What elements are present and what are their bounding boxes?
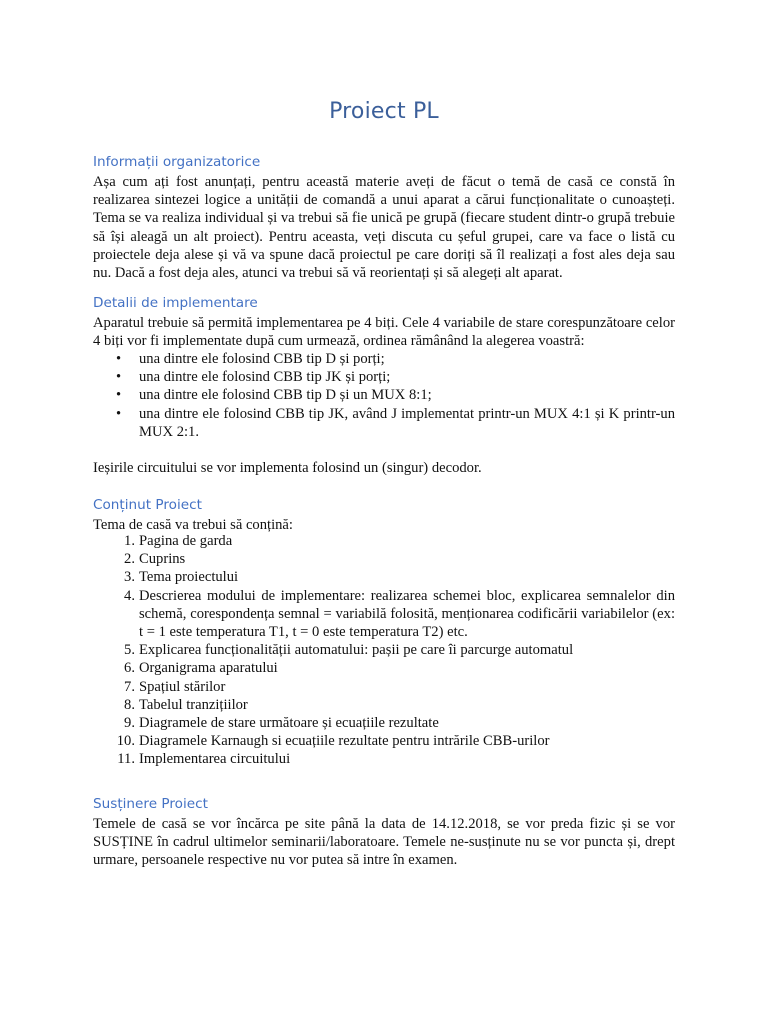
section-paragraph-detalii: Aparatul trebuie să permită implementarea pe 4 biți. Cele 4 variabile de stare corespunzătoare celor 4 biți vor fi implementate după cum urmează, ordinea rămânând la alegerea voastră: bbox=[93, 315, 675, 350]
list-item-number: 11. bbox=[117, 751, 135, 768]
list-item bbox=[93, 405, 675, 441]
section-paragraph-sustinere: Temele de casă se vor încărca pe site până la data de 14.12.2018, se vor preda fizic și se vor SUSȚINE în cadrul ultimelor seminarii/laboratoare. Temele ne-susținute nu se vor puncta și, drept urmare, persoanele respective nu vor putea să intre în examen. bbox=[93, 816, 675, 869]
document-title: Proiect PL bbox=[329, 99, 439, 124]
list-item-number: 6. bbox=[124, 660, 135, 677]
section-heading-sustinere: Susținere Proiect bbox=[93, 796, 208, 812]
list-item-text: Cuprins bbox=[139, 551, 186, 568]
list-item-text: una dintre ele folosind CBB tip D și un MUX 8:1; bbox=[139, 387, 432, 404]
list-item-text: Diagramele Karnaugh si ecuațiile rezultate pentru intrările CBB-urilor bbox=[139, 733, 550, 750]
list-item-number: 4. bbox=[124, 587, 135, 604]
list-item-text: Organigrama aparatului bbox=[139, 660, 278, 677]
list-item-number: 5. bbox=[124, 642, 135, 659]
list-item-number: 7. bbox=[124, 678, 135, 695]
list-item-text: Pagina de garda bbox=[139, 533, 233, 549]
list-item bbox=[93, 750, 675, 768]
list-item-number: 1. bbox=[124, 533, 135, 549]
list-item bbox=[93, 550, 675, 568]
content-intro: Tema de casă va trebui să conțină: bbox=[93, 517, 293, 533]
list-item bbox=[93, 532, 675, 550]
list-item bbox=[93, 714, 675, 732]
list-item bbox=[93, 732, 675, 750]
list-item-text: Spațiul stărilor bbox=[139, 678, 226, 695]
list-item-text: Tabelul tranzițiilor bbox=[139, 696, 248, 713]
list-item-number: 3. bbox=[124, 569, 135, 586]
list-item-text: una dintre ele folosind CBB tip JK, având J implementat printr-un MUX 4:1 și K printr-un MUX 2:1. bbox=[139, 405, 675, 440]
list-item-text: Implementarea circuitului bbox=[139, 751, 291, 768]
list-item bbox=[93, 368, 675, 386]
list-item-text: Tema proiectului bbox=[139, 569, 239, 586]
content-numbered-list bbox=[93, 532, 675, 769]
list-item-number: 9. bbox=[124, 715, 135, 732]
list-item-text: una dintre ele folosind CBB tip D și porți; bbox=[139, 351, 385, 367]
section-heading-informatii: Informații organizatorice bbox=[93, 154, 261, 170]
bullet-icon: • bbox=[116, 405, 122, 422]
outputs-paragraph: Ieșirile circuitului se vor implementa folosind un (singur) decodor. bbox=[93, 460, 482, 476]
section-paragraph-informatii: Așa cum ați fost anunțați, pentru această materie aveți de făcut o temă de casă ce constă în realizarea sintezei logice a unității de comandă a unui aparat a cărui funcționalitate o cunoașteți. Tema se va realiza individual și va trebui să fie unică pe grupă (fiecare student dintr-o grupă trebuie să își aleagă un alt proiect). Pentru aceasta, veți discuta cu șeful grupei, care va face o listă cu proiectele deja alese și vă va spune dacă proiectul pe care doriți să îl realizați a fost ales deja sau nu. Dacă a fost deja ales, atunci va trebui să vă reorientați și să alegeți alt aparat. bbox=[93, 174, 675, 282]
bullet-icon: • bbox=[116, 369, 122, 386]
bullet-icon: • bbox=[116, 387, 122, 404]
list-item bbox=[93, 568, 675, 586]
list-item bbox=[93, 386, 675, 404]
section-heading-detalii: Detalii de implementare bbox=[93, 295, 258, 311]
list-item-number: 2. bbox=[124, 551, 135, 568]
list-item bbox=[93, 350, 675, 368]
list-item-text: una dintre ele folosind CBB tip JK și porți; bbox=[139, 369, 391, 386]
list-item bbox=[93, 696, 675, 714]
list-item-text: Explicarea funcționalității automatului: pașii pe care îi parcurge automatul bbox=[139, 642, 574, 659]
list-item-number: 8. bbox=[124, 696, 135, 713]
list-item bbox=[93, 587, 675, 642]
list-item bbox=[93, 678, 675, 696]
list-item bbox=[93, 641, 675, 659]
list-item-text: Descrierea modului de implementare: realizarea schemei bloc, explicarea semnalelor din schemă, corespondența semnal = variabilă folosită, menționarea codificării variabilelor (ex: t = 1 este temperatura T1, t = 0 este temperatura T2) etc. bbox=[139, 587, 675, 641]
list-item-text: Diagramele de stare următoare și ecuațiile rezultate bbox=[139, 715, 439, 732]
implementation-bullet-list bbox=[93, 350, 675, 441]
section-heading-continut: Conținut Proiect bbox=[93, 497, 202, 513]
list-item bbox=[93, 659, 675, 677]
bullet-icon: • bbox=[116, 351, 122, 367]
list-item-number: 10. bbox=[116, 733, 135, 750]
